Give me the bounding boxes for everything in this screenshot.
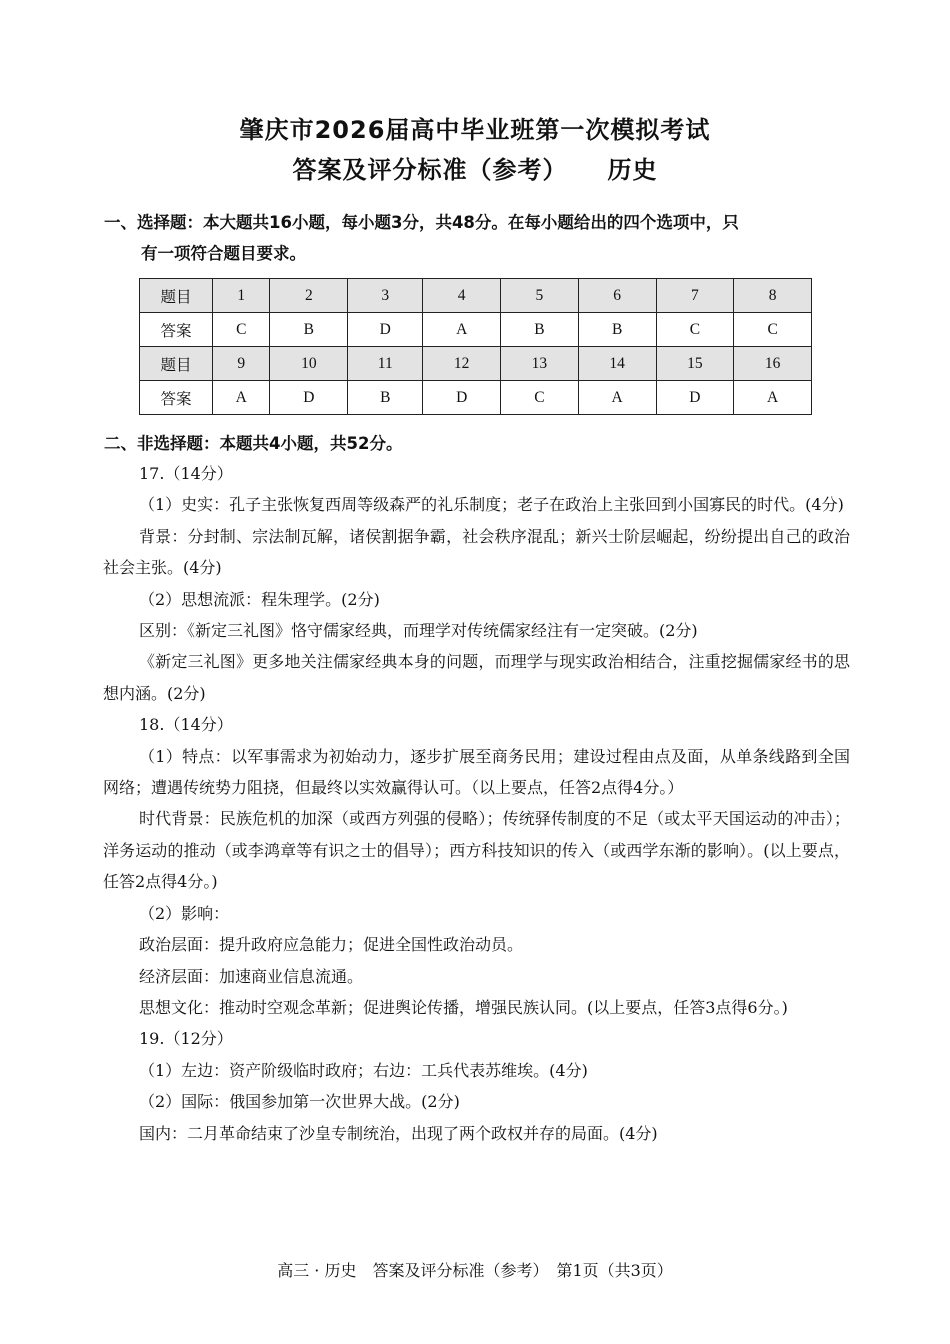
answer-cell: A bbox=[578, 381, 656, 415]
answer-cell: B bbox=[501, 313, 579, 347]
answer-cell: B bbox=[348, 381, 423, 415]
q19-heading: 19.（12分） bbox=[139, 1029, 233, 1049]
q17-heading: 17.（14分） bbox=[139, 464, 233, 483]
q18-part2-economic: 经济层面：加速商业信息流通。 bbox=[139, 966, 364, 986]
section1-heading bbox=[104, 207, 864, 269]
question-number: 15 bbox=[656, 347, 734, 381]
answer-cell: C bbox=[734, 313, 812, 347]
answer-cell: A bbox=[423, 313, 501, 347]
question-number: 7 bbox=[656, 279, 734, 313]
answer-cell: D bbox=[423, 381, 501, 415]
question-number: 11 bbox=[348, 347, 423, 381]
row-label: 答案 bbox=[140, 313, 213, 347]
answer-cell: B bbox=[578, 313, 656, 347]
page-footer: 高三 · 历史 答案及评分标准（参考） 第1页（共3页） bbox=[277, 1261, 673, 1280]
document-title: 肇庆市2026届高中毕业班第一次模拟考试 bbox=[239, 116, 711, 144]
question-number: 12 bbox=[423, 347, 501, 381]
q17-part2-school: （2）思想流派：程朱理学。(2分) bbox=[139, 589, 380, 609]
answer-cell: C bbox=[501, 381, 579, 415]
answer-row-1 bbox=[140, 313, 812, 347]
row-label: 题目 bbox=[140, 279, 213, 313]
q18-part2-culture: 思想文化：推动时空观念革新；促进舆论传播，增强民族认同。(以上要点，任答3点得6分。) bbox=[139, 997, 788, 1017]
question-row-2 bbox=[140, 347, 812, 381]
answer-body bbox=[103, 458, 850, 1149]
q19-part2-international: （2）国际：俄国参加第一次世界大战。(2分) bbox=[139, 1092, 460, 1112]
question-number: 3 bbox=[348, 279, 423, 313]
row-label: 题目 bbox=[140, 347, 213, 381]
section1-heading-line2: 有一项符合题目要求。 bbox=[141, 244, 306, 263]
answer-cell: D bbox=[656, 381, 734, 415]
q18-heading: 18.（14分） bbox=[139, 715, 233, 735]
question-number: 2 bbox=[270, 279, 348, 313]
question-number: 5 bbox=[501, 279, 579, 313]
answer-cell: D bbox=[348, 313, 423, 347]
row-label: 答案 bbox=[140, 381, 213, 415]
answer-cell: A bbox=[734, 381, 812, 415]
question-number: 4 bbox=[423, 279, 501, 313]
answer-cell: A bbox=[213, 381, 270, 415]
answer-row-2 bbox=[140, 381, 812, 415]
q17-part2-detail: 《新定三礼图》更多地关注儒家经典本身的问题，而理学与现实政治相结合，注重挖掘儒家经书的思想内涵。(2分) bbox=[103, 652, 850, 703]
answer-cell: B bbox=[270, 313, 348, 347]
question-number: 13 bbox=[501, 347, 579, 381]
subtitle-main: 答案及评分标准（参考） bbox=[292, 156, 568, 184]
answer-cell: C bbox=[656, 313, 734, 347]
q18-part2-political: 政治层面：提升政府应急能力；促进全国性政治动员。 bbox=[139, 935, 524, 955]
answer-table bbox=[139, 278, 812, 415]
answer-cell: C bbox=[213, 313, 270, 347]
document-subtitle bbox=[0, 150, 950, 185]
question-number: 10 bbox=[270, 347, 348, 381]
q17-part1-background: 背景：分封制、宗法制瓦解，诸侯割据争霸，社会秩序混乱；新兴士阶层崛起，纷纷提出自己的政治社会主张。(4分) bbox=[103, 526, 850, 578]
section2-heading: 二、非选择题：本题共4小题，共52分。 bbox=[104, 434, 403, 453]
question-number: 8 bbox=[734, 279, 812, 313]
q19-part1: （1）左边：资产阶级临时政府；右边：工兵代表苏维埃。(4分) bbox=[139, 1060, 588, 1080]
section1-heading-line1: 一、选择题：本大题共16小题，每小题3分，共48分。在每小题给出的四个选项中，只 bbox=[104, 213, 739, 232]
answer-cell: D bbox=[270, 381, 348, 415]
q18-part1-background: 时代背景：民族危机的加深（或西方列强的侵略）；传统驿传制度的不足（或太平天国运动的冲击）；洋务运动的推动（或李鸿章等有识之士的倡导）；西方科技知识的传入（或西学东渐的影响）。(以上要点，任答2点得4分。) bbox=[103, 809, 850, 892]
question-number: 14 bbox=[578, 347, 656, 381]
q18-part2-heading: （2）影响： bbox=[139, 903, 230, 923]
q18-part1-features: （1）特点：以军事需求为初始动力，逐步扩展至商务民用；建设过程由点及面，从单条线路到全国网络；遭遇传统势力阻挠，但最终以实效赢得认可。（以上要点，任答2点得4分。） bbox=[103, 746, 850, 798]
q17-part1-facts: （1）史实：孔子主张恢复西周等级森严的礼乐制度；老子在政治上主张回到小国寡民的时代。(4分) bbox=[139, 495, 844, 515]
question-number: 1 bbox=[213, 279, 270, 313]
question-row-1 bbox=[140, 279, 812, 313]
subject-label: 历史 bbox=[607, 156, 658, 184]
question-number: 6 bbox=[578, 279, 656, 313]
question-number: 9 bbox=[213, 347, 270, 381]
q17-part2-difference: 区别：《新定三礼图》恪守儒家经典，而理学对传统儒家经注有一定突破。(2分) bbox=[139, 621, 698, 641]
q19-part2-domestic: 国内：二月革命结束了沙皇专制统治，出现了两个政权并存的局面。(4分) bbox=[139, 1123, 658, 1143]
question-number: 16 bbox=[734, 347, 812, 381]
